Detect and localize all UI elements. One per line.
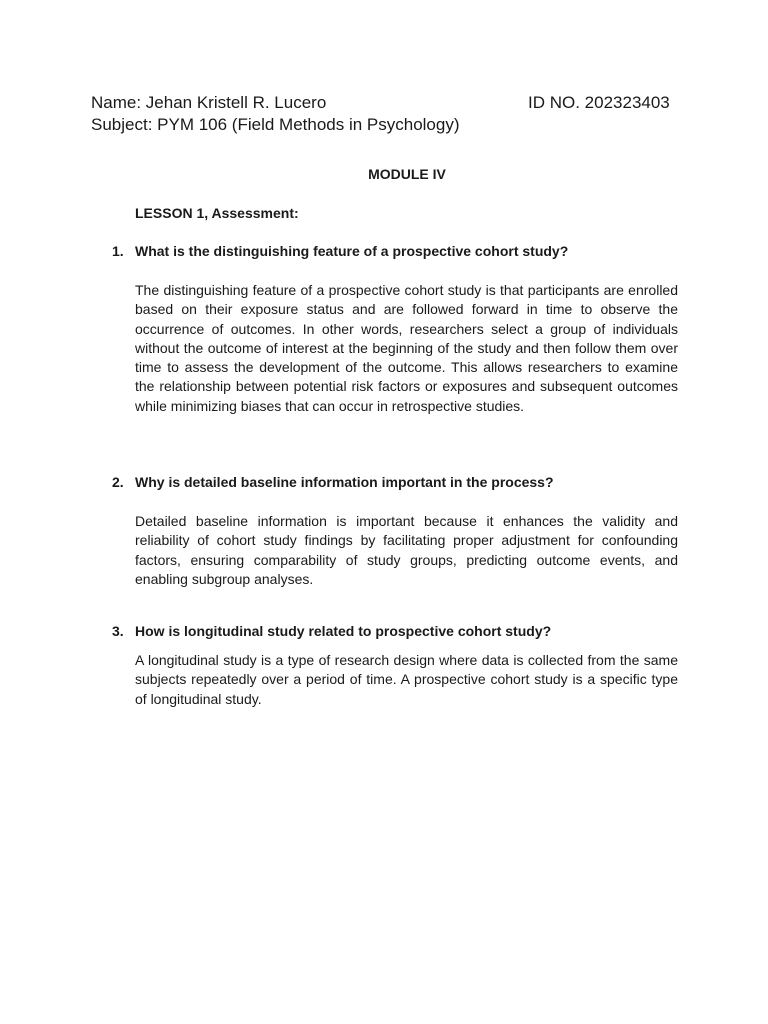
question-number: 1. — [112, 243, 124, 259]
question-text: What is the distinguishing feature of a prospective cohort study? — [135, 243, 569, 259]
question-3 — [112, 622, 678, 640]
module-title: MODULE IV — [368, 166, 446, 182]
question-text: Why is detailed baseline information important in the process? — [135, 474, 554, 490]
question-2 — [112, 473, 678, 491]
student-name: Name: Jehan Kristell R. Lucero — [91, 93, 327, 112]
answer-3: A longitudinal study is a type of research design where data is collected from the same subjects repeatedly over a period of time. A prospective cohort study is a specific type of longitudinal study. — [135, 652, 678, 707]
answer-2: Detailed baseline information is important because it enhances the validity and reliability of cohort study findings by facilitating proper adjustment for confounding factors, ensuring comparability of study groups, predicting outcome events, and enabling subgroup analyses. — [135, 513, 678, 587]
question-text: How is longitudinal study related to prospective cohort study? — [135, 623, 552, 639]
question-number: 3. — [112, 623, 124, 639]
answer-1: The distinguishing feature of a prospective cohort study is that participants are enrolled based on their exposure status and are followed forward in time to observe the occurrence of outcomes. In other words, researchers select a group of individuals without the outcome of interest at the beginning of the study and then follow them over time to assess the development of the outcome. This allows researchers to examine the relationship between potential risk factors or exposures and subsequent outcomes while minimizing biases that can occur in retrospective studies. — [135, 282, 678, 414]
question-number: 2. — [112, 474, 124, 490]
question-1 — [112, 242, 678, 260]
subject-line: Subject: PYM 106 (Field Methods in Psychology) — [91, 115, 460, 134]
lesson-title: LESSON 1, Assessment: — [135, 205, 299, 221]
student-id-number: ID NO. 202323403 — [528, 93, 670, 112]
